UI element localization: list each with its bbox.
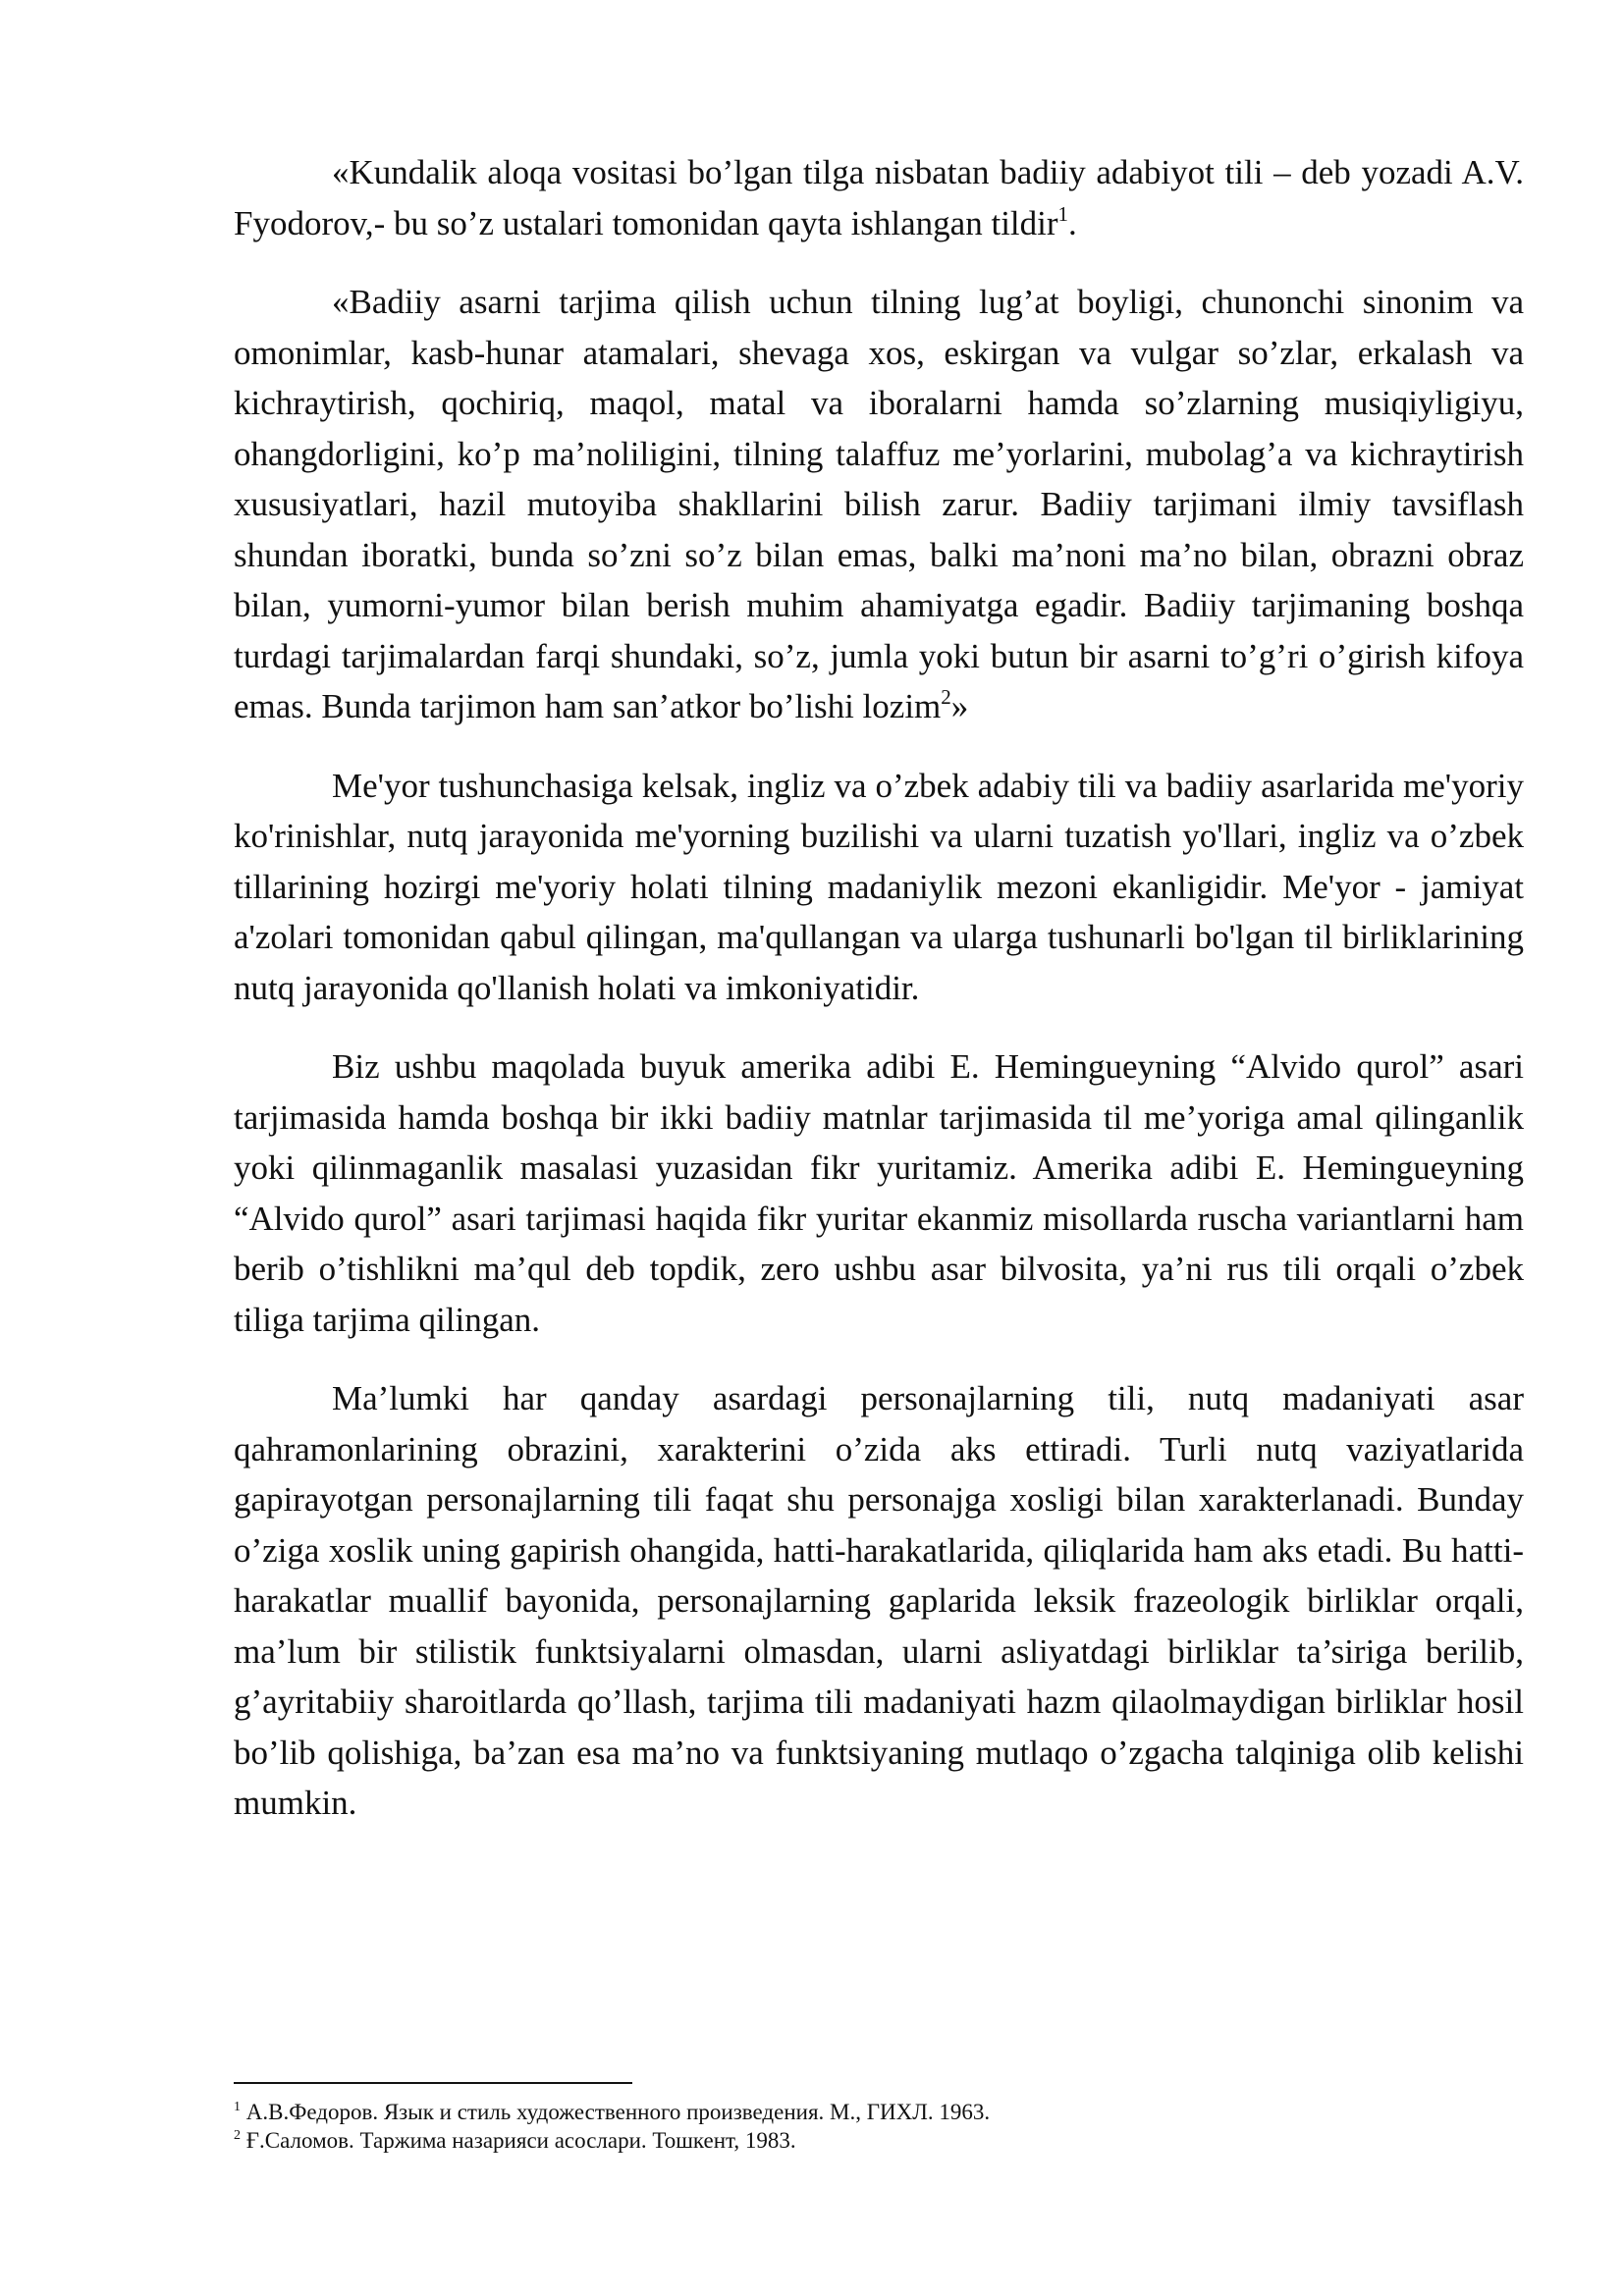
paragraph-2-text: «Badiiy asarni tarjima qilish uchun tilning lug’at boyligi, chunonchi sinonim va omonimlar, kasb-hunar atamalari, shevaga xos, eskirgan va vulgar so’zlar, erkalash va kichraytirish, qochiriq, maqol, matal va iboralarni hamda so’zlarning musiqiyligiyu, ohangdorligini, ko’p ma’noliligini, tilning talaffuz me’yorlarini, mubolag’a va kichraytirish xususiyatlari, hazil mutoyiba shakllarini bilish zarur. Badiiy tarjimani ilmiy tavsiflash shundan iboratki, bunda so’zni so’z bilan emas, balki ma’noni ma’no bilan, obrazni obraz bilan, yumorni-yumor bilan berish muhim ahamiyatga egadir. Badiiy tarjimaning boshqa turdagi tarjimalardan farqi shundaki, so’z, jumla yoki butun bir asarni to’g’ri o’girish kifoya emas. Bunda tarjimon ham san’atkor bo’lishi lozim — [234, 283, 1524, 725]
paragraph-3-text: Me'yor tushunchasiga kelsak, ingliz va o’zbek adabiy tili va badiiy asarlarida me'yoriy ko'rinishlar, nutq jarayonida me'yorning buzilishi va ularni tuzatish yo'llari, ingliz va o’zbek tillarining hozirgi me'yoriy holati tilning madaniylik mezoni ekanligidir. Me'yor - jamiyat a'zolari tomonidan qabul qilingan, ma'qullangan va ularga tushunarli bo'lgan til birliklarining nutq jarayonida qo'llanish holati va imkoniyatidir. — [234, 766, 1524, 1007]
paragraph-2-tail: » — [950, 687, 969, 725]
footnote-2-number: 2 — [234, 2128, 241, 2143]
document-body — [234, 147, 1524, 1857]
paragraph-5 — [234, 1373, 1524, 1829]
paragraph-2 — [234, 277, 1524, 732]
footnote-1-text: А.В.Федоров. Язык и стиль художественного произведения. М., ГИХЛ. 1963. — [241, 2100, 991, 2124]
paragraph-1 — [234, 147, 1524, 248]
footnote-1 — [234, 2098, 1524, 2126]
footnote-separator — [234, 2082, 632, 2084]
paragraph-3 — [234, 761, 1524, 1014]
footnotes — [234, 2082, 1524, 2155]
paragraph-4-text: Biz ushbu maqolada buyuk amerika adibi E. Hemingueyning “Alvido qurol” asari tarjimasida hamda boshqa bir ikki badiiy matnlar tarjimasida til me’yoriga amal qilinganlik yoki qilinmaganlik masalasi yuzasidan fikr yuritamiz. Amerika adibi E. Hemingueyning “Alvido qurol” asari tarjimasi haqida fikr yuritar ekanmiz misollarda ruscha variantlarni ham berib o’tishlikni ma’qul deb topdik, zero ushbu asar bilvosita, ya’ni rus tili orqali o’zbek tiliga tarjima qilingan. — [234, 1047, 1524, 1339]
paragraph-5-text: Ma’lumki har qanday asardagi personajlarning tili, nutq madaniyati asar qahramonlarining obrazini, xarakterini o’zida aks ettiradi. Turli nutq vaziyatlarida gapirayotgan personajlarning tili faqat shu personajga xosligi bilan xarakterlanadi. Bunday o’ziga xoslik uning gapirish ohangida, hatti-harakatlarida, qiliqlarida ham aks etadi. Bu hatti-harakatlar muallif bayonida, personajlarning gaplarida leksik frazeologik birliklar orqali, ma’lum bir stilistik funktsiyalarni olmasdan, ularni asliyatdagi birliklar ta’siriga berilib, g’ayritabiiy sharoitlarda qo’llash, tarjima tili madaniyati hazm qilaolmaydigan birliklar hosil bo’lib qolishiga, ba’zan esa ma’no va funktsiyaning mutlaqo o’zgacha talqiniga olib kelishi mumkin. — [234, 1379, 1524, 1822]
paragraph-1-text: «Kundalik aloqa vositasi bo’lgan tilga nisbatan badiiy adabiyot tili – deb yozadi A.V. Fyodorov,- bu so’z ustalari tomonidan qayta ishlangan tildir — [234, 153, 1524, 242]
footnote-2 — [234, 2126, 1524, 2155]
footnote-ref-2[interactable]: 2 — [941, 685, 951, 709]
footnote-ref-1[interactable]: 1 — [1057, 201, 1069, 226]
paragraph-4 — [234, 1041, 1524, 1345]
footnote-1-number: 1 — [234, 2100, 241, 2114]
paragraph-1-tail: . — [1068, 203, 1077, 242]
footnote-2-text: Ғ.Саломов. Таржима назарияси асослари. Тошкент, 1983. — [241, 2128, 796, 2153]
